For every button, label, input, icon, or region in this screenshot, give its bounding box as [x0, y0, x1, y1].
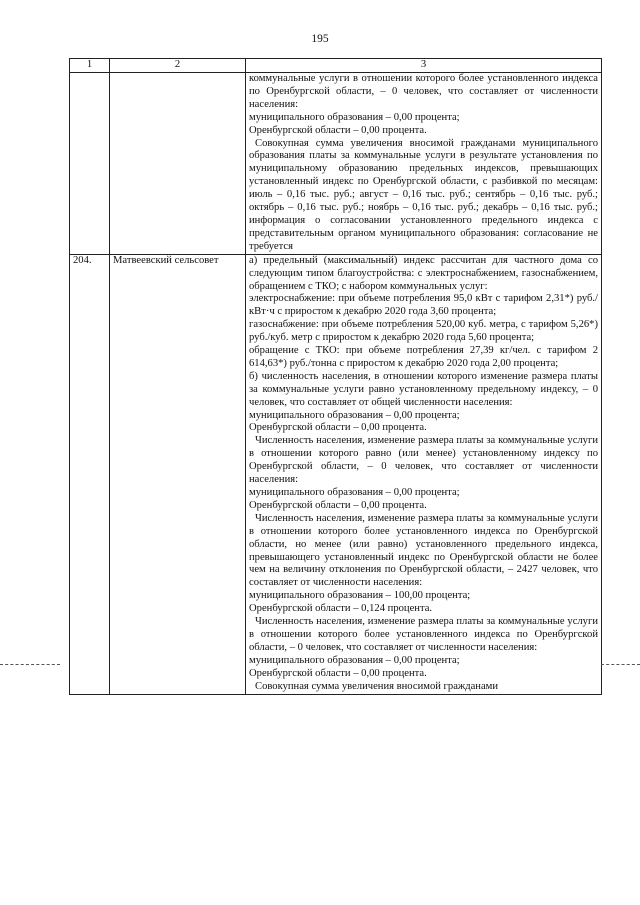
paragraph: Численность населения, изменение размера платы за коммунальные услуги в отношении которого равно (или менее) установленному индексу по Оренбургской области, – 0 человек, что составляет от численности населения:	[249, 435, 598, 486]
paragraph: муниципального образования – 0,00 процента;	[249, 409, 460, 421]
paragraph: Совокупная сумма увеличения вносимой гражданами муниципального образования платы за коммунальные услуги в результате установления по муниципальному образованию предельных индексов, превышающих установленный индекс по Оренбургской области, с разбивкой по месяцам: июль – 0,16 тыс. руб.; август – 0,16 тыс. руб.; сентябрь – 0,16 тыс. руб.; октябрь – 0,16 тыс. руб.; ноябрь – 0,16 тыс. руб.; декабрь – 0,16 тыс. руб.; информация о согласовании установленного предельного индекса с представительным органом муниципального образования: согласование не требуется	[249, 137, 598, 252]
row-number-cell: 204.	[70, 254, 110, 694]
table-row	[70, 73, 602, 255]
municipality-name-cell: Матвеевский сельсовет	[110, 254, 246, 694]
table-row	[70, 254, 602, 694]
scan-divider-line	[0, 664, 60, 665]
municipality-name-cell	[110, 73, 246, 255]
paragraph: Оренбургской области – 0,124 процента.	[249, 603, 433, 615]
paragraph: Оренбургской области – 0,00 процента.	[249, 499, 427, 511]
scan-divider-line	[601, 664, 640, 665]
row-number-cell	[70, 73, 110, 255]
paragraph: муниципального образования – 0,00 процента;	[249, 654, 460, 666]
page-number: 195	[311, 33, 329, 45]
paragraph: муниципального образования – 0,00 процента;	[249, 487, 460, 498]
description-text	[249, 255, 598, 694]
paragraph: Численность населения, изменение размера платы за коммунальные услуги в отношении которого более установленного индекса по Оренбургской области, но менее (или равно) установленного предельного индекса, превышающего установленный индекс по Оренбургской области не более чем на величину отклонения по Оренбургской области, – 2427 человек, что составляет от численности населения:	[249, 512, 598, 589]
paragraph: Оренбургской области – 0,00 процента.	[249, 422, 427, 434]
paragraph: б) численность населения, в отношении которого изменение размера платы за коммунальные услуги равно установленному предельному индексу, – 0 человек, что составляет от общей численности населения:	[249, 370, 598, 408]
paragraph: муниципального образования – 0,00 процента;	[249, 111, 460, 123]
paragraph: коммунальные услуги в отношении которого более установленного индекса по Оренбургской области, – 0 человек, что составляет от численности населения:	[249, 73, 598, 110]
column-header-1: 1	[70, 59, 110, 73]
paragraph: газоснабжение: при объеме потребления 520,00 куб. метра, с тарифом 5,26*) руб./куб. метр с приростом к декабрю 2020 года 5,60 процента;	[249, 319, 598, 344]
paragraph: Совокупная сумма увеличения вносимой гражданами	[255, 680, 499, 692]
paragraph: Численность населения, изменение размера платы за коммунальные услуги в отношении которого более установленного индекса по Оренбургской области, – 0 человек, что составляет от численности населения:	[249, 616, 598, 653]
data-table	[69, 58, 602, 695]
column-header-3: 3	[246, 59, 602, 73]
description-cell	[246, 254, 602, 694]
paragraph: электроснабжение: при объеме потребления 95,0 кВт с тарифом 2,31*) руб./кВт·ч с приростом к декабрю 2020 года 3,60 процента;	[249, 293, 598, 318]
paragraph: а) предельный (максимальный) индекс рассчитан для частного дома со следующим типом благоустройства: с электроснабжением, газоснабжением, обращением с ТКО; с набором коммунальных услуг:	[249, 254, 598, 292]
paragraph: Оренбургской области – 0,00 процента.	[249, 667, 427, 679]
description-cell	[246, 73, 602, 255]
paragraph: Оренбургской области – 0,00 процента.	[249, 124, 427, 136]
description-text	[249, 73, 598, 254]
column-header-2: 2	[110, 59, 246, 73]
paragraph: муниципального образования – 100,00 процента;	[249, 590, 471, 602]
table-header-row	[70, 59, 602, 73]
paragraph: обращение с ТКО: при объеме потребления 27,39 кг/чел. с тарифом 2 614,63*) руб./тонна с приростом к декабрю 2020 года 2,00 процента;	[249, 345, 598, 369]
